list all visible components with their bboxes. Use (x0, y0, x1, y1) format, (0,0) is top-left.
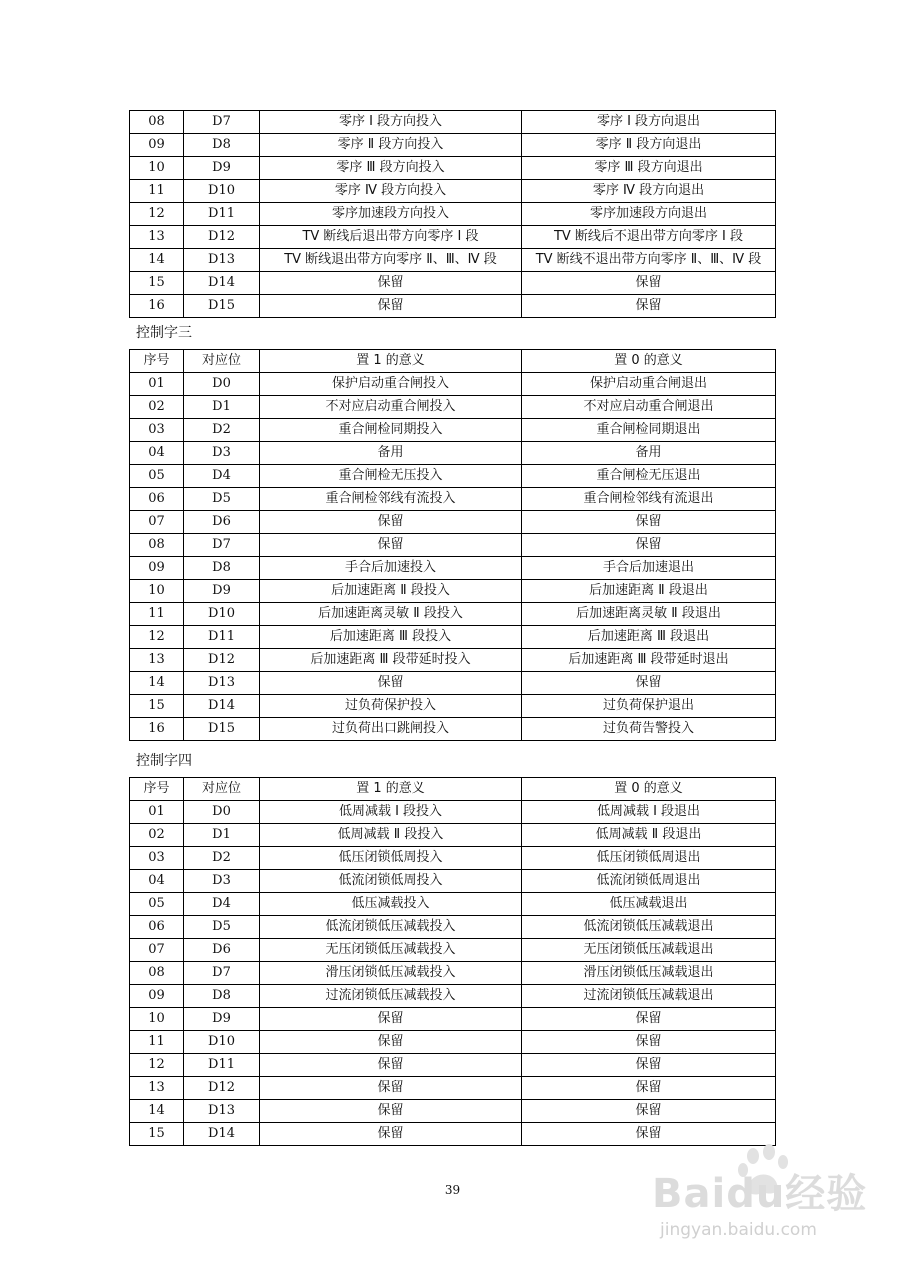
row-set-1-meaning: 重合闸检邻线有流投入 (260, 488, 522, 511)
row-set-1-meaning: 重合闸检同期投入 (260, 419, 522, 442)
row-set-1-meaning: 后加速距离 Ⅲ 段带延时投入 (260, 649, 522, 672)
row-bit: D3 (184, 442, 260, 465)
row-bit: D13 (184, 672, 260, 695)
row-set-1-meaning: TV 断线退出带方向零序 Ⅱ、Ⅲ、Ⅳ 段 (260, 249, 522, 272)
row-bit: D12 (184, 226, 260, 249)
table-row (130, 1008, 776, 1031)
row-index: 04 (130, 870, 184, 893)
row-bit: D6 (184, 511, 260, 534)
table-row (130, 111, 776, 134)
row-bit: D9 (184, 580, 260, 603)
table-header-row (130, 778, 776, 801)
row-bit: D0 (184, 801, 260, 824)
row-index: 13 (130, 649, 184, 672)
table-row (130, 847, 776, 870)
row-set-1-meaning: 低流闭锁低周投入 (260, 870, 522, 893)
header-set-1-meaning: 置 1 的意义 (260, 778, 522, 801)
header-bit: 对应位 (184, 350, 260, 373)
table-row (130, 373, 776, 396)
row-bit: D8 (184, 134, 260, 157)
row-bit: D7 (184, 111, 260, 134)
table-row (130, 396, 776, 419)
table-row (130, 801, 776, 824)
row-set-1-meaning: 低周减载 Ⅱ 段投入 (260, 824, 522, 847)
table-row (130, 534, 776, 557)
row-set-0-meaning: 低周减载 Ⅱ 段退出 (522, 824, 776, 847)
row-set-1-meaning: 保留 (260, 272, 522, 295)
row-set-1-meaning: 低流闭锁低压减载投入 (260, 916, 522, 939)
row-set-1-meaning: 后加速距离灵敏 Ⅱ 段投入 (260, 603, 522, 626)
row-set-0-meaning: 低流闭锁低压减载退出 (522, 916, 776, 939)
row-bit: D11 (184, 1054, 260, 1077)
row-set-0-meaning: 过流闭锁低压减载退出 (522, 985, 776, 1008)
table-row (130, 672, 776, 695)
row-set-1-meaning: 低压减载投入 (260, 893, 522, 916)
table-row (130, 649, 776, 672)
row-set-0-meaning: 重合闸检同期退出 (522, 419, 776, 442)
row-set-0-meaning: 备用 (522, 442, 776, 465)
row-set-1-meaning: 无压闭锁低压减载投入 (260, 939, 522, 962)
row-bit: D8 (184, 985, 260, 1008)
table-row (130, 916, 776, 939)
row-set-0-meaning: 低压减载退出 (522, 893, 776, 916)
row-index: 04 (130, 442, 184, 465)
row-index: 06 (130, 916, 184, 939)
row-set-0-meaning: 后加速距离灵敏 Ⅱ 段退出 (522, 603, 776, 626)
table-row (130, 557, 776, 580)
row-bit: D13 (184, 249, 260, 272)
row-index: 01 (130, 373, 184, 396)
table-row (130, 488, 776, 511)
row-bit: D0 (184, 373, 260, 396)
row-set-1-meaning: 保留 (260, 1031, 522, 1054)
table-row (130, 870, 776, 893)
row-bit: D2 (184, 847, 260, 870)
table-row (130, 1054, 776, 1077)
table-row (130, 893, 776, 916)
row-set-1-meaning: 滑压闭锁低压减载投入 (260, 962, 522, 985)
row-index: 12 (130, 1054, 184, 1077)
watermark-brand: Baidu经验 (652, 1171, 868, 1217)
table-row (130, 1100, 776, 1123)
row-index: 01 (130, 801, 184, 824)
header-index: 序号 (130, 778, 184, 801)
row-bit: D10 (184, 1031, 260, 1054)
row-bit: D8 (184, 557, 260, 580)
row-bit: D6 (184, 939, 260, 962)
row-index: 07 (130, 939, 184, 962)
row-bit: D15 (184, 295, 260, 318)
row-set-1-meaning: 重合闸检无压投入 (260, 465, 522, 488)
row-index: 14 (130, 249, 184, 272)
header-bit: 对应位 (184, 778, 260, 801)
row-bit: D12 (184, 649, 260, 672)
row-set-0-meaning: 无压闭锁低压减载退出 (522, 939, 776, 962)
table-row (130, 1077, 776, 1100)
row-bit: D9 (184, 157, 260, 180)
row-index: 02 (130, 824, 184, 847)
header-set-0-meaning: 置 0 的意义 (522, 350, 776, 373)
table-row (130, 419, 776, 442)
row-set-0-meaning: 零序 Ⅲ 段方向退出 (522, 157, 776, 180)
table-row (130, 157, 776, 180)
row-set-0-meaning: 重合闸检无压退出 (522, 465, 776, 488)
row-bit: D10 (184, 603, 260, 626)
table-row (130, 718, 776, 741)
row-set-1-meaning: 保留 (260, 534, 522, 557)
row-set-0-meaning: 保留 (522, 1054, 776, 1077)
row-set-1-meaning: 后加速距离 Ⅲ 段投入 (260, 626, 522, 649)
row-index: 08 (130, 962, 184, 985)
row-bit: D11 (184, 203, 260, 226)
table-row (130, 511, 776, 534)
row-set-1-meaning: TV 断线后退出带方向零序 Ⅰ 段 (260, 226, 522, 249)
row-bit: D13 (184, 1100, 260, 1123)
row-set-1-meaning: 过负荷出口跳闸投入 (260, 718, 522, 741)
row-set-0-meaning: 不对应启动重合闸退出 (522, 396, 776, 419)
row-index: 12 (130, 626, 184, 649)
row-set-0-meaning: 保留 (522, 1123, 776, 1146)
row-set-1-meaning: 保留 (260, 1123, 522, 1146)
row-set-0-meaning: TV 断线后不退出带方向零序 Ⅰ 段 (522, 226, 776, 249)
table-row (130, 272, 776, 295)
control-word-4-table (129, 777, 776, 1146)
row-set-1-meaning: 零序 Ⅳ 段方向投入 (260, 180, 522, 203)
row-set-1-meaning: 过负荷保护投入 (260, 695, 522, 718)
row-index: 16 (130, 295, 184, 318)
row-set-1-meaning: 低压闭锁低周投入 (260, 847, 522, 870)
row-bit: D14 (184, 1123, 260, 1146)
row-set-0-meaning: 零序 Ⅳ 段方向退出 (522, 180, 776, 203)
row-set-0-meaning: 滑压闭锁低压减载退出 (522, 962, 776, 985)
row-index: 15 (130, 695, 184, 718)
row-set-0-meaning: 过负荷保护退出 (522, 695, 776, 718)
row-set-0-meaning: 低周减载 Ⅰ 段退出 (522, 801, 776, 824)
row-set-0-meaning: 手合后加速退出 (522, 557, 776, 580)
table-row (130, 985, 776, 1008)
row-set-0-meaning: 保留 (522, 1031, 776, 1054)
row-bit: D14 (184, 272, 260, 295)
table-row (130, 180, 776, 203)
row-set-0-meaning: 后加速距离 Ⅲ 段退出 (522, 626, 776, 649)
row-bit: D15 (184, 718, 260, 741)
row-index: 10 (130, 1008, 184, 1031)
row-set-1-meaning: 后加速距离 Ⅱ 段投入 (260, 580, 522, 603)
row-bit: D4 (184, 893, 260, 916)
row-set-1-meaning: 零序 Ⅲ 段方向投入 (260, 157, 522, 180)
row-set-0-meaning: TV 断线不退出带方向零序 Ⅱ、Ⅲ、Ⅳ 段 (522, 249, 776, 272)
row-index: 03 (130, 419, 184, 442)
row-bit: D3 (184, 870, 260, 893)
row-bit: D1 (184, 396, 260, 419)
row-set-1-meaning: 不对应启动重合闸投入 (260, 396, 522, 419)
row-set-1-meaning: 保护启动重合闸投入 (260, 373, 522, 396)
table-row (130, 249, 776, 272)
section-title-control-word-4: 控制字四 (136, 753, 192, 769)
table-row (130, 939, 776, 962)
row-index: 08 (130, 111, 184, 134)
row-index: 13 (130, 226, 184, 249)
row-bit: D2 (184, 419, 260, 442)
row-bit: D9 (184, 1008, 260, 1031)
row-set-1-meaning: 保留 (260, 295, 522, 318)
table-row (130, 134, 776, 157)
table-row (130, 603, 776, 626)
row-index: 14 (130, 1100, 184, 1123)
row-index: 07 (130, 511, 184, 534)
row-set-1-meaning: 备用 (260, 442, 522, 465)
row-index: 09 (130, 557, 184, 580)
row-bit: D5 (184, 488, 260, 511)
row-index: 10 (130, 157, 184, 180)
row-set-0-meaning: 保留 (522, 511, 776, 534)
row-set-1-meaning: 保留 (260, 1008, 522, 1031)
table-row (130, 962, 776, 985)
row-set-1-meaning: 保留 (260, 672, 522, 695)
row-bit: D1 (184, 824, 260, 847)
row-bit: D10 (184, 180, 260, 203)
row-set-1-meaning: 保留 (260, 511, 522, 534)
watermark-url: jingyan.baidu.com (660, 1220, 817, 1240)
row-set-1-meaning: 零序 Ⅱ 段方向投入 (260, 134, 522, 157)
row-index: 03 (130, 847, 184, 870)
row-index: 08 (130, 534, 184, 557)
row-index: 11 (130, 603, 184, 626)
row-bit: D14 (184, 695, 260, 718)
row-index: 09 (130, 985, 184, 1008)
row-bit: D7 (184, 962, 260, 985)
row-index: 09 (130, 134, 184, 157)
table-row (130, 626, 776, 649)
row-bit: D11 (184, 626, 260, 649)
row-index: 11 (130, 180, 184, 203)
row-set-0-meaning: 零序 Ⅰ 段方向退出 (522, 111, 776, 134)
row-index: 13 (130, 1077, 184, 1100)
row-set-0-meaning: 零序加速段方向退出 (522, 203, 776, 226)
row-index: 16 (130, 718, 184, 741)
control-word-table-continued (129, 110, 776, 318)
row-bit: D4 (184, 465, 260, 488)
row-set-0-meaning: 保留 (522, 295, 776, 318)
row-index: 10 (130, 580, 184, 603)
row-set-1-meaning: 保留 (260, 1100, 522, 1123)
row-bit: D12 (184, 1077, 260, 1100)
row-set-0-meaning: 保留 (522, 1008, 776, 1031)
table-row (130, 580, 776, 603)
control-word-3-table (129, 349, 776, 741)
row-index: 06 (130, 488, 184, 511)
table-row (130, 465, 776, 488)
row-set-0-meaning: 低流闭锁低周退出 (522, 870, 776, 893)
row-set-0-meaning: 后加速距离 Ⅱ 段退出 (522, 580, 776, 603)
header-set-0-meaning: 置 0 的意义 (522, 778, 776, 801)
row-set-0-meaning: 保护启动重合闸退出 (522, 373, 776, 396)
row-bit: D5 (184, 916, 260, 939)
table-header-row (130, 350, 776, 373)
row-set-0-meaning: 保留 (522, 534, 776, 557)
row-index: 05 (130, 893, 184, 916)
page-number: 39 (444, 1183, 461, 1197)
table-row (130, 824, 776, 847)
header-set-1-meaning: 置 1 的意义 (260, 350, 522, 373)
table-row (130, 442, 776, 465)
row-set-1-meaning: 手合后加速投入 (260, 557, 522, 580)
row-index: 02 (130, 396, 184, 419)
table-row (130, 203, 776, 226)
row-index: 15 (130, 1123, 184, 1146)
row-bit: D7 (184, 534, 260, 557)
row-set-0-meaning: 重合闸检邻线有流退出 (522, 488, 776, 511)
row-index: 14 (130, 672, 184, 695)
row-set-1-meaning: 零序加速段方向投入 (260, 203, 522, 226)
row-index: 11 (130, 1031, 184, 1054)
table-row (130, 695, 776, 718)
row-set-1-meaning: 保留 (260, 1054, 522, 1077)
row-set-0-meaning: 过负荷告警投入 (522, 718, 776, 741)
row-set-1-meaning: 零序 Ⅰ 段方向投入 (260, 111, 522, 134)
row-set-0-meaning: 保留 (522, 272, 776, 295)
row-index: 15 (130, 272, 184, 295)
header-index: 序号 (130, 350, 184, 373)
row-index: 12 (130, 203, 184, 226)
row-set-1-meaning: 低周减载 Ⅰ 段投入 (260, 801, 522, 824)
row-set-0-meaning: 低压闭锁低周退出 (522, 847, 776, 870)
table-row (130, 295, 776, 318)
row-set-0-meaning: 零序 Ⅱ 段方向退出 (522, 134, 776, 157)
row-set-0-meaning: 保留 (522, 1100, 776, 1123)
row-index: 05 (130, 465, 184, 488)
row-set-0-meaning: 保留 (522, 1077, 776, 1100)
row-set-0-meaning: 后加速距离 Ⅲ 段带延时退出 (522, 649, 776, 672)
table-row (130, 226, 776, 249)
section-title-control-word-3: 控制字三 (136, 325, 192, 341)
row-set-1-meaning: 保留 (260, 1077, 522, 1100)
row-set-1-meaning: 过流闭锁低压减载投入 (260, 985, 522, 1008)
baidu-jingyan-watermark (640, 1142, 880, 1262)
row-set-0-meaning: 保留 (522, 672, 776, 695)
table-row (130, 1031, 776, 1054)
